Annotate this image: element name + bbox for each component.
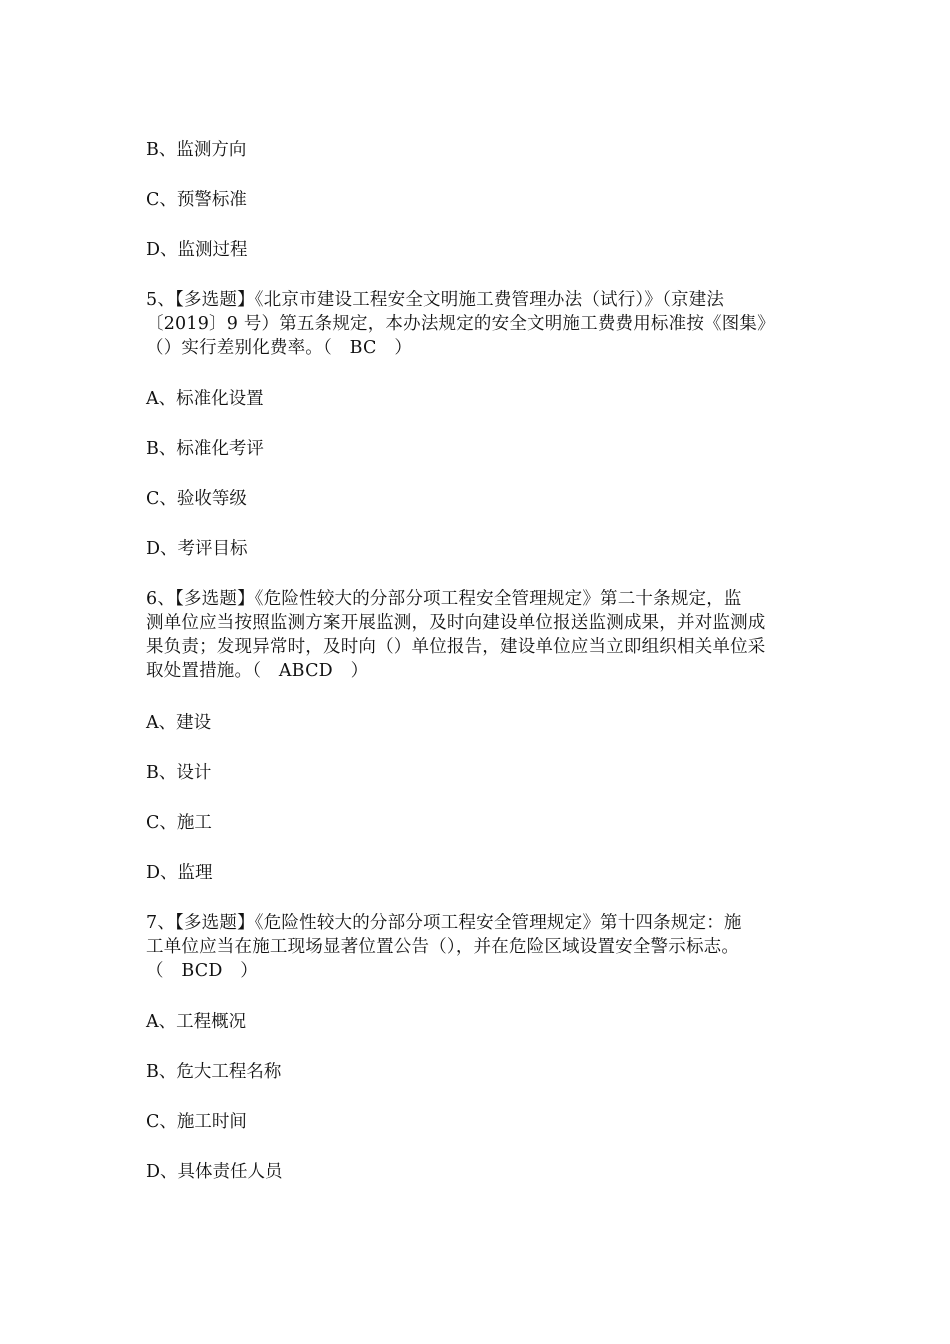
- option-item: C、预警标准: [146, 190, 247, 210]
- question-6-text-line: 取处置措施。（ ABCD ）: [146, 661, 369, 681]
- question-7-option-d: D、具体责任人员: [146, 1162, 283, 1182]
- question-6-text-line: 果负责；发现异常时，及时向（）单位报告，建设单位应当立即组织相关单位采: [146, 637, 766, 657]
- question-5-option-d: D、考评目标: [146, 539, 248, 559]
- question-6-text-line: 测单位应当按照监测方案开展监测，及时向建设单位报送监测成果，并对监测成: [146, 613, 766, 633]
- question-7-text-line: （ BCD ）: [146, 961, 259, 981]
- question-7-text-line: 7、【多选题】《危险性较大的分部分项工程安全管理规定》第十四条规定：施: [146, 913, 742, 933]
- question-5-text-line: 5、【多选题】《北京市建设工程安全文明施工费管理办法（试行）》（京建法: [146, 290, 725, 310]
- option-item: B、监测方向: [146, 140, 247, 160]
- question-7-option-a: A、工程概况: [146, 1012, 247, 1032]
- question-5-option-a: A、标准化设置: [146, 389, 264, 409]
- question-5-option-c: C、验收等级: [146, 489, 247, 509]
- question-6-option-b: B、设计: [146, 763, 212, 783]
- question-7-text-line: 工单位应当在施工现场显著位置公告（），并在危险区域设置安全警示标志。: [146, 937, 740, 957]
- question-5-text-line: 〔2019〕9 号）第五条规定，本办法规定的安全文明施工费费用标准按《图集》: [146, 314, 775, 334]
- question-5-option-b: B、标准化考评: [146, 439, 264, 459]
- question-5-text-line: （）实行差别化费率。（ BC ）: [146, 338, 413, 358]
- question-6-text-line: 6、【多选题】《危险性较大的分部分项工程安全管理规定》第二十条规定，监: [146, 589, 742, 609]
- option-item: D、监测过程: [146, 240, 248, 260]
- question-6-option-d: D、监理: [146, 863, 213, 883]
- question-6-option-c: C、施工: [146, 813, 212, 833]
- question-6-option-a: A、建设: [146, 713, 212, 733]
- question-7-option-b: B、危大工程名称: [146, 1062, 282, 1082]
- question-7-option-c: C、施工时间: [146, 1112, 247, 1132]
